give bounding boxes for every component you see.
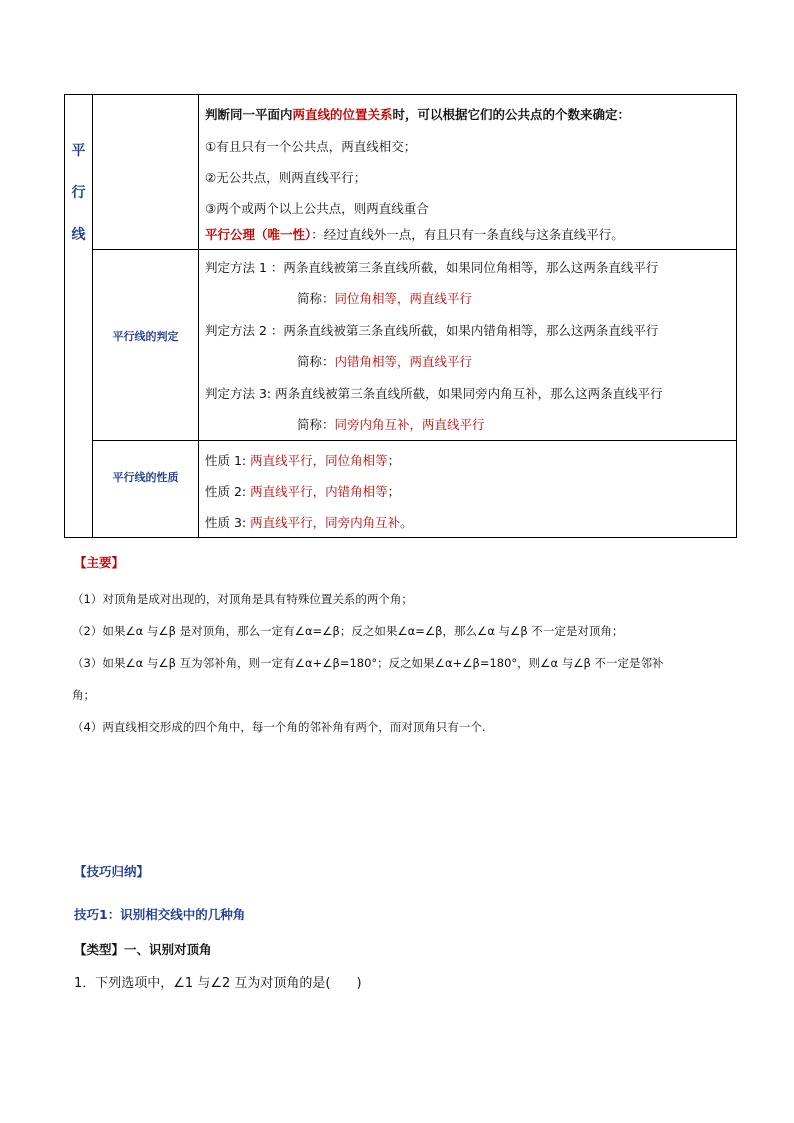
judge-label-cell (93, 250, 199, 441)
note-3a: （3）如果∠α 与∠β 互为邻补角，则一定有∠α+∠β=180°；反之如果∠α+∠β=180°，则∠α 与∠β 不一定是邻补 (72, 656, 664, 670)
prop-label-cell (93, 441, 199, 538)
question-1: 1．下列选项中，∠1 与∠2 互为对顶角的是( ) (74, 976, 362, 991)
judge-short-1: 简称：同位角相等，两直线平行 (297, 291, 473, 306)
type-1-heading: 【类型】一、识别对顶角 (74, 942, 212, 957)
side-char-3: 线 (71, 227, 86, 243)
prop-label: 平行线的性质 (112, 471, 179, 484)
side-char-2: 行 (71, 185, 86, 201)
notes-title: 【主要】 (74, 555, 125, 570)
note-1: （1）对顶角是成对出现的，对顶角是具有特殊位置关系的两个角； (72, 592, 413, 606)
side-label-cell (65, 95, 93, 538)
side-char-1: 平 (71, 143, 86, 159)
prop-3: 性质 3: 两直线平行，同旁内角互补。 (205, 515, 413, 530)
prop-2: 性质 2: 两直线平行，内错角相等； (205, 484, 401, 499)
judge-method-1: 判定方法 1 ：两条直线被第三条直线所截，如果同位角相等，那么这两条直线平行 (205, 260, 659, 275)
intro-line-4: ③两个或两个以上公共点，则两直线重合 (205, 201, 429, 216)
intro-line-2: ①有且只有一个公共点，两直线相交； (205, 139, 417, 154)
parallel-lines-table (64, 94, 737, 538)
judge-short-3: 简称：同旁内角互补，两直线平行 (297, 417, 485, 432)
skill-1-title: 技巧1：识别相交线中的几种角 (74, 907, 246, 922)
parallel-axiom: 平行公理（唯一性）：经过直线外一点，有且只有一条直线与这条直线平行。 (205, 227, 624, 242)
prop-1: 性质 1: 两直线平行，同位角相等； (205, 453, 401, 468)
prop-cell (199, 441, 737, 538)
judge-label: 平行线的判定 (112, 330, 179, 343)
intro-line-1: 判断同一平面内两直线的位置关系时，可以根据它们的公共点的个数来确定： (205, 107, 631, 122)
note-3b: 角； (72, 688, 95, 702)
note-2: （2）如果∠α 与∠β 是对顶角，那么一定有∠α=∠β；反之如果∠α=∠β，那么∠α 与∠β 不一定是对顶角； (72, 624, 624, 638)
skills-title: 【技巧归纳】 (74, 864, 150, 879)
judge-method-2: 判定方法 2 ：两条直线被第三条直线所截，如果内错角相等，那么这两条直线平行 (205, 323, 659, 338)
judge-method-3: 判定方法 3: 两条直线被第三条直线所截，如果同旁内角互补，那么这两条直线平行 (205, 386, 663, 401)
judge-short-2: 简称：内错角相等，两直线平行 (297, 354, 473, 369)
note-4: （4）两直线相交形成的四个角中，每一个角的邻补角有两个，而对顶角只有一个. (72, 720, 486, 734)
intro-label-cell (93, 95, 199, 250)
intro-line-3: ②无公共点，则两直线平行； (205, 170, 367, 185)
judge-cell (199, 250, 737, 441)
intro-cell (199, 95, 737, 250)
